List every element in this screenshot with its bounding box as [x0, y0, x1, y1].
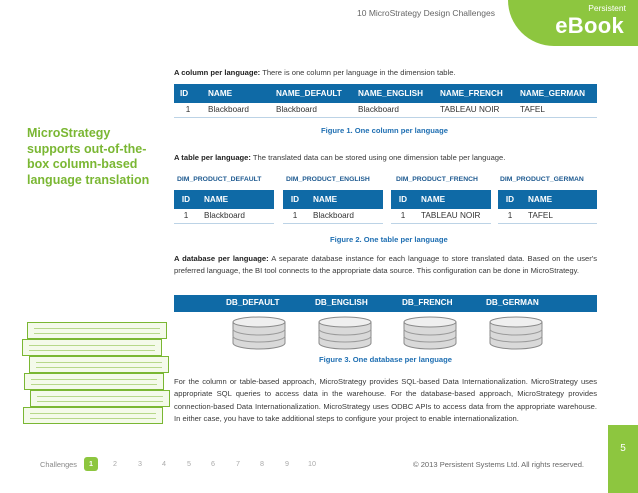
table-row	[174, 209, 274, 223]
page-number: 5	[620, 443, 626, 454]
table-header: ID	[498, 190, 522, 209]
challenge-page-link-3[interactable]: 3	[138, 459, 142, 468]
closing-paragraph: For the column or table-based approach, MicroStrategy provides SQL-based Data Internationalization. MicroStrategy uses appropriate SQL queries to access data in the warehouse. For the database-based approach, MicroStrategy provides connection-based Data Internationalization. MicroStrategy uses ODBC APIs to access data from the appropriate warehouse. In either case, you have to take additional steps to configure your project to enable internationalization.	[174, 377, 597, 424]
table-cell: TABLEAU NOIR	[415, 209, 491, 223]
table-header: ID	[174, 190, 198, 209]
dim-table-name: DIM_PRODUCT_GERMAN	[500, 176, 584, 183]
dim-product-german-table	[498, 190, 597, 224]
section3-text: A separate database instance for each language to store translated data. Based on the user's preferred language, the BI tool connects to the appropriate data source. This configuration can be done in MicroStrategy.	[174, 254, 597, 276]
table-header: ID	[283, 190, 307, 209]
table-header: ID	[391, 190, 415, 209]
dim-product-default-table	[174, 190, 274, 224]
challenge-page-link-2[interactable]: 2	[113, 459, 117, 468]
table-header: NAME	[307, 190, 383, 209]
brand-badge	[508, 0, 638, 46]
table-cell: 1	[283, 209, 307, 223]
table-cell: Blackboard	[198, 209, 274, 223]
copyright-notice: © 2013 Persistent Systems Ltd. All rights reserved.	[413, 460, 585, 469]
book	[29, 356, 169, 373]
figure3-caption: Figure 3. One database per language	[319, 355, 452, 364]
table-header: NAME	[415, 190, 491, 209]
book	[24, 373, 164, 390]
table-cell: 1	[391, 209, 415, 223]
table-row	[391, 209, 491, 223]
book	[23, 407, 163, 424]
challenge-page-link-9[interactable]: 9	[285, 459, 289, 468]
database-cylinder-icon	[231, 316, 287, 350]
table-header: ID	[174, 84, 202, 103]
database-label: DB_FRENCH	[402, 298, 453, 307]
column-per-language-table	[174, 84, 597, 118]
table-cell: 1	[174, 103, 202, 117]
section3-paragraph	[174, 253, 597, 278]
book	[22, 339, 162, 356]
table-cell: Blackboard	[270, 103, 352, 117]
challenge-page-link-6[interactable]: 6	[211, 459, 215, 468]
table-row	[498, 209, 597, 223]
database-label: DB_GERMAN	[486, 298, 539, 307]
table-row	[174, 103, 597, 117]
dim-product-french-table	[391, 190, 491, 224]
database-label: DB_DEFAULT	[226, 298, 280, 307]
challenges-label: Challenges	[40, 460, 77, 469]
section1-paragraph	[174, 67, 597, 79]
sidebar-heading-line: MicroStrategy	[27, 126, 111, 140]
brand-ebook: eBook	[555, 13, 624, 38]
section1-text: There is one column per language in the dimension table.	[260, 68, 456, 77]
sidebar-heading-line: language translation	[27, 172, 150, 187]
table-cell: TAFEL	[522, 209, 597, 223]
table-row	[283, 209, 383, 223]
challenge-page-link-7[interactable]: 7	[236, 459, 240, 468]
figure2-caption: Figure 2. One table per language	[330, 235, 448, 244]
section3-lead: A database per language:	[174, 254, 269, 263]
section2-text: The translated data can be stored using one dimension table per language.	[250, 153, 506, 162]
table-cell: Blackboard	[307, 209, 383, 223]
table-cell: Blackboard	[352, 103, 434, 117]
dim-table-name: DIM_PRODUCT_DEFAULT	[177, 176, 262, 183]
database-cylinder-icon	[402, 316, 458, 350]
database-label: DB_ENGLISH	[315, 298, 368, 307]
section2-paragraph	[174, 152, 597, 164]
document-header-title: 10 MicroStrategy Design Challenges	[357, 8, 495, 18]
table-cell: Blackboard	[202, 103, 270, 117]
challenge-page-link-4[interactable]: 4	[162, 459, 166, 468]
sidebar-heading	[27, 126, 157, 188]
book	[30, 390, 170, 407]
table-header: NAME	[202, 84, 270, 103]
challenge-page-link-5[interactable]: 5	[187, 459, 191, 468]
database-cylinder-icon	[488, 316, 544, 350]
table-cell: 1	[174, 209, 198, 223]
table-header: NAME_ENGLISH	[352, 84, 434, 103]
brand-company: Persistent	[588, 3, 626, 13]
table-header: NAME_FRENCH	[434, 84, 514, 103]
table-header: NAME	[198, 190, 274, 209]
table-cell: TAFEL	[514, 103, 597, 117]
figure1-caption: Figure 1. One column per language	[321, 126, 449, 135]
sidebar-heading-line: supports out-of-the-	[27, 141, 147, 156]
challenge-page-link-1[interactable]: 1	[84, 457, 98, 471]
database-cylinder-icon	[317, 316, 373, 350]
dim-product-english-table	[283, 190, 383, 224]
sidebar-heading-line: box column-based	[27, 157, 138, 171]
table-header: NAME_GERMAN	[514, 84, 597, 103]
table-cell: 1	[498, 209, 522, 223]
section1-lead: A column per language:	[174, 68, 261, 77]
challenge-page-link-10[interactable]: 10	[308, 459, 316, 468]
table-cell: TABLEAU NOIR	[434, 103, 514, 117]
section2-lead: A table per language:	[174, 153, 251, 162]
dim-table-name: DIM_PRODUCT_FRENCH	[396, 176, 478, 183]
table-header: NAME_DEFAULT	[270, 84, 352, 103]
book	[27, 322, 167, 339]
dim-table-name: DIM_PRODUCT_ENGLISH	[286, 176, 370, 183]
table-header: NAME	[522, 190, 597, 209]
challenge-page-link-8[interactable]: 8	[260, 459, 264, 468]
page-number-tab	[608, 425, 638, 493]
